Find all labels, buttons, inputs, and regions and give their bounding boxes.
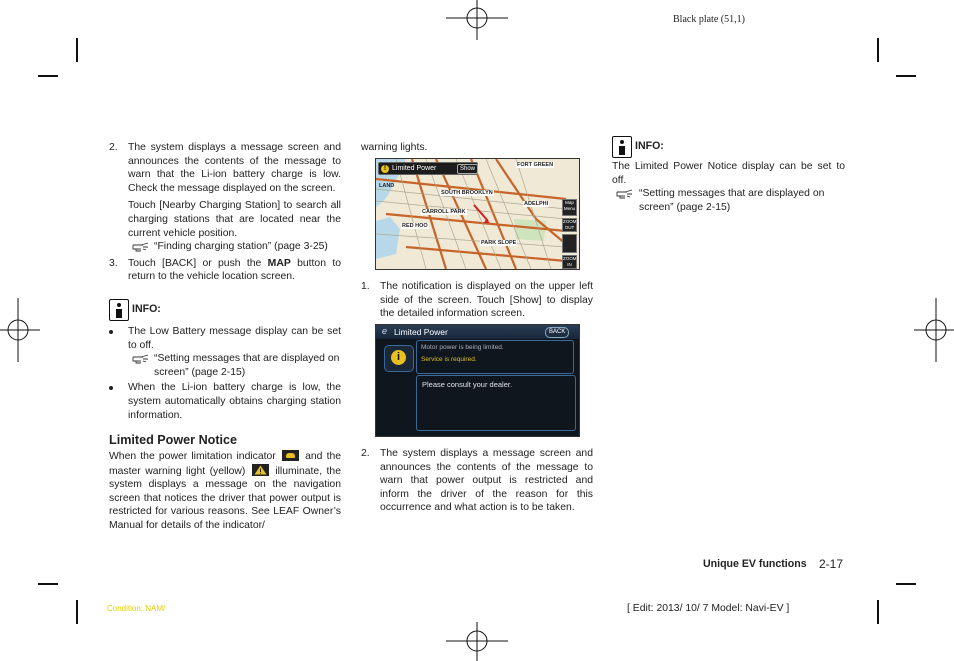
map-side-panel	[562, 199, 577, 267]
message-panel	[416, 340, 574, 374]
step-2	[109, 141, 341, 254]
pointing-hand-icon	[132, 353, 150, 364]
plate-label: Black plate (51,1)	[673, 14, 745, 25]
step-number: 3.	[109, 257, 118, 269]
step-number: 1.	[361, 281, 370, 292]
column-1	[109, 141, 341, 533]
registration-target-right	[914, 298, 954, 362]
reference-text: “Setting messages that are displayed on screen” (page 2-15)	[154, 353, 340, 378]
section-title: Limited Power Notice	[109, 433, 238, 448]
paragraph-text: and the	[305, 451, 342, 463]
paragraph-text: master warning light (yellow)	[109, 465, 246, 477]
map-button-name: MAP	[267, 257, 291, 269]
map-scale-icon	[562, 234, 577, 253]
banner-text: Limited Power	[392, 165, 437, 172]
zoom-out-button[interactable]: ZOOM OUT	[563, 219, 577, 230]
show-button[interactable]: Show	[457, 164, 478, 174]
column-3	[612, 136, 845, 214]
reference-text: “Setting messages that are displayed on screen” (page 2-15)	[639, 188, 825, 213]
info-label: INFO:	[635, 140, 664, 153]
crop-mark	[877, 600, 879, 624]
step-2	[361, 447, 593, 515]
page-reference	[128, 240, 341, 254]
page-number: 2-17	[819, 557, 844, 571]
dealer-panel	[416, 375, 576, 431]
pointing-hand-icon	[132, 241, 150, 252]
page-reference	[612, 187, 845, 214]
info-bullet	[109, 325, 341, 379]
paragraph-text: When the power limitation indicator	[109, 451, 276, 463]
map-label: ADELPHI	[524, 201, 549, 207]
message-line: Service is required.	[421, 356, 477, 363]
step-text: The notification is displayed on the upper left side of the screen. Touch [Show] to display the detailed information screen.	[380, 281, 593, 320]
map-label: FORT GREEN	[517, 162, 554, 168]
map-label: SOUTH BROOKLYN	[441, 190, 493, 196]
map-screenshot	[375, 158, 580, 270]
map-label: PARK SLOPE	[481, 240, 517, 246]
paragraph-text: illuminate, the	[275, 465, 341, 477]
bullet-dot	[109, 330, 113, 334]
step-subtext: Touch [Nearby Charging Station] to search all charging stations that are located near the current vehicle position.	[128, 200, 341, 239]
registration-target-left	[0, 298, 40, 362]
section-footer: Unique EV functions	[703, 558, 807, 570]
back-button[interactable]: BACK	[545, 327, 569, 338]
bullet-text: The Low Battery message display can be set to off.	[128, 325, 341, 351]
info-icon	[109, 299, 129, 321]
condition-label: Condition: NAM/	[107, 604, 166, 613]
column-2-steps	[361, 280, 593, 321]
message-screenshot	[375, 324, 580, 437]
step-3	[109, 257, 341, 284]
message-title-bar	[376, 325, 579, 339]
warning-icon: !	[381, 165, 389, 173]
edit-info: [ Edit: 2013/ 10/ 7 Model: Navi-EV ]	[627, 603, 790, 614]
crop-mark	[76, 600, 78, 624]
map-menu-button[interactable]: Map Menu	[562, 199, 577, 216]
column-2-steps-2	[361, 447, 593, 515]
map-roads	[376, 159, 579, 269]
section-paragraph	[109, 450, 341, 533]
info-text: The Limited Power Notice display can be set to off.	[612, 161, 845, 186]
step-text: The system displays a message screen and announces the contents of the message to warn that the Li-ion battery charge is low. Check the message displayed on the screen.	[128, 142, 341, 194]
step-text: The system displays a message screen and announces the contents of the message to warn that power output is restricted and inform the driver of the reason for this occurrence and what action is to be taken.	[380, 448, 593, 514]
crop-mark	[877, 38, 879, 62]
message-line: Please consult your dealer.	[422, 380, 513, 389]
bullet-dot	[109, 386, 113, 390]
page-reference	[128, 352, 341, 379]
pointing-hand-icon	[616, 188, 634, 199]
ev-icon: e	[382, 326, 388, 336]
step-number: 2.	[361, 448, 370, 459]
step-text: button to return to the vehicle location screen.	[128, 257, 341, 283]
registration-target-bottom	[446, 622, 508, 661]
column-2	[361, 141, 593, 155]
info-label: INFO:	[132, 303, 161, 316]
crop-mark	[896, 583, 916, 585]
info-heading	[612, 136, 845, 158]
crop-mark	[38, 583, 58, 585]
continued-text: warning lights.	[361, 142, 428, 153]
reference-text: “Finding charging station” (page 3-25)	[154, 241, 328, 253]
crop-mark	[896, 75, 916, 77]
paragraph-text: system displays a message on the navigation screen that notices the driver that power output is restricted for various reasons. See LEAF Owner’s Manual for details of the indicator/	[109, 479, 341, 532]
message-line: Motor power is being limited.	[421, 344, 504, 351]
info-bullet	[109, 381, 341, 422]
info-heading	[109, 299, 341, 321]
zoom-in-button[interactable]: ZOOM IN	[563, 256, 577, 267]
map-label: CARROLL PARK	[422, 209, 466, 215]
crop-mark	[38, 75, 58, 77]
message-title: Limited Power	[394, 327, 448, 337]
crop-mark	[76, 38, 78, 62]
info-icon	[612, 136, 632, 158]
step-number: 2.	[109, 142, 118, 153]
limited-power-banner	[378, 162, 478, 175]
info-message-icon	[384, 345, 414, 372]
map-label: LAND	[379, 183, 395, 189]
power-limitation-indicator-icon	[282, 450, 299, 461]
map-label: RED HOO	[402, 223, 428, 229]
registration-target-top	[446, 0, 508, 40]
info-i-icon: i	[391, 350, 406, 365]
master-warning-light-icon	[252, 464, 269, 476]
bullet-text: When the Li-ion battery charge is low, the system automatically obtains charging station information.	[128, 382, 341, 421]
step-text: Touch [BACK] or push the	[128, 257, 268, 269]
step-1	[361, 280, 593, 321]
